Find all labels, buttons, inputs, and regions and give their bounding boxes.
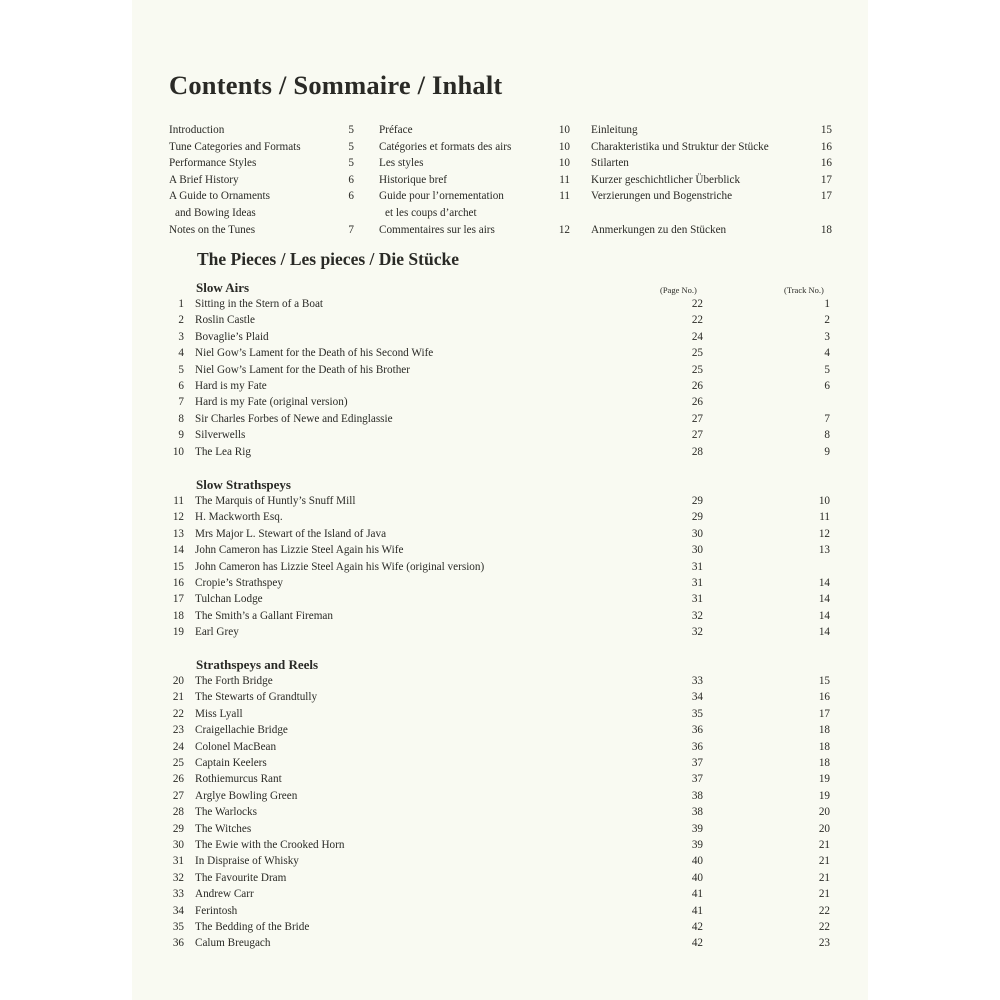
piece-page: 22 xyxy=(691,314,703,327)
piece-number: 22 xyxy=(172,707,184,720)
intro-item-page: 10 xyxy=(558,140,570,153)
piece-page: 42 xyxy=(691,921,703,933)
piece-number: 24 xyxy=(172,740,184,753)
list-item xyxy=(132,493,868,509)
piece-title: The Lea Rig xyxy=(195,445,251,458)
pieces-title: The Pieces / Les pieces / Die Stücke xyxy=(197,249,459,269)
piece-title: The Stewarts of Grandtully xyxy=(195,691,318,704)
piece-page: 38 xyxy=(691,789,703,802)
piece-title: The Favourite Dram xyxy=(195,871,287,884)
piece-title: John Cameron has Lizzie Steel Again his Wife (original version) xyxy=(195,560,485,573)
piece-number: 2 xyxy=(178,314,184,327)
piece-number: 12 xyxy=(172,511,184,524)
intro-item-label: Kurzer geschichtlicher Überblick xyxy=(591,173,741,186)
piece-title: Colonel MacBean xyxy=(195,740,277,753)
piece-number: 18 xyxy=(172,609,184,622)
piece-title: The Warlocks xyxy=(195,806,257,819)
piece-page: 28 xyxy=(691,445,703,458)
intro-item-page: 16 xyxy=(820,140,832,153)
list-item xyxy=(132,591,868,607)
piece-page: 38 xyxy=(691,806,703,819)
piece-title: In Dispraise of Whisky xyxy=(195,855,299,868)
list-item xyxy=(132,509,868,525)
piece-title: Arglye Bowling Green xyxy=(195,789,298,802)
list-item xyxy=(132,411,868,427)
list-item xyxy=(132,362,868,378)
list-item xyxy=(132,706,868,722)
piece-title: The Bedding of the Bride xyxy=(195,921,310,933)
piece-title: The Smith’s a Gallant Fireman xyxy=(195,609,333,622)
piece-title: Earl Grey xyxy=(195,626,239,639)
piece-track: 11 xyxy=(819,511,830,524)
piece-track: 1 xyxy=(824,298,830,310)
section-heading: Slow Strathspeys xyxy=(196,477,291,492)
list-item xyxy=(132,755,868,771)
list-item xyxy=(132,837,868,853)
piece-page: 41 xyxy=(691,888,703,901)
piece-page: 30 xyxy=(691,544,703,557)
piece-page: 40 xyxy=(691,871,703,884)
intro-item-label: A Brief History xyxy=(169,173,239,186)
piece-track: 14 xyxy=(818,577,830,589)
piece-page: 26 xyxy=(691,396,703,409)
piece-title: Silverwells xyxy=(195,429,246,442)
piece-number: 21 xyxy=(172,691,184,704)
page-number-header: (Page No.) xyxy=(660,285,697,295)
intro-item-page: 5 xyxy=(348,157,354,170)
piece-title: Bovaglie’s Plaid xyxy=(195,330,269,343)
intro-item-label: Catégories et formats des airs xyxy=(379,140,512,153)
intro-item-page: 11 xyxy=(559,190,570,203)
piece-page: 24 xyxy=(691,330,703,343)
piece-page: 31 xyxy=(691,577,703,589)
piece-page: 29 xyxy=(691,495,703,507)
piece-track: 6 xyxy=(824,380,830,392)
intro-item-label: Notes on the Tunes xyxy=(169,223,256,236)
intro-item-page: 10 xyxy=(558,157,570,170)
piece-page: 32 xyxy=(691,609,703,622)
piece-number: 29 xyxy=(172,822,184,835)
piece-page: 35 xyxy=(691,707,703,720)
piece-track: 14 xyxy=(818,609,830,622)
piece-title: Niel Gow’s Lament for the Death of his Brother xyxy=(195,363,410,376)
intro-item-page: 10 xyxy=(558,124,570,136)
list-item xyxy=(132,853,868,869)
intro-item-page: 15 xyxy=(820,124,832,136)
intro-item-page: 17 xyxy=(820,190,832,203)
piece-track: 8 xyxy=(824,429,830,442)
piece-number: 5 xyxy=(178,363,184,376)
section-heading: Strathspeys and Reels xyxy=(196,657,319,672)
list-item xyxy=(132,771,868,787)
piece-title: Captain Keelers xyxy=(195,757,267,769)
piece-page: 29 xyxy=(691,511,703,524)
piece-page: 39 xyxy=(691,839,703,851)
track-number-header: (Track No.) xyxy=(784,285,824,295)
intro-item-label: Commentaires sur les airs xyxy=(379,223,495,236)
piece-number: 3 xyxy=(178,330,184,343)
page-title: Contents / Sommaire / Inhalt xyxy=(169,70,503,100)
piece-title: Roslin Castle xyxy=(195,314,255,327)
list-item xyxy=(132,870,868,886)
list-item xyxy=(132,624,868,640)
piece-page: 32 xyxy=(691,626,703,639)
intro-item-page: 5 xyxy=(348,124,354,136)
intro-item-label: Stilarten xyxy=(591,157,629,170)
list-item xyxy=(132,739,868,755)
list-item xyxy=(132,788,868,804)
piece-page: 41 xyxy=(691,904,703,917)
piece-track: 20 xyxy=(818,806,830,819)
piece-number: 13 xyxy=(172,527,184,540)
piece-number: 11 xyxy=(173,495,184,507)
list-item xyxy=(132,378,868,394)
piece-title: The Ewie with the Crooked Horn xyxy=(195,839,345,851)
piece-page: 33 xyxy=(691,675,703,687)
piece-track: 14 xyxy=(818,626,830,639)
list-item xyxy=(132,935,868,951)
piece-page: 40 xyxy=(691,855,703,868)
piece-title: John Cameron has Lizzie Steel Again his Wife xyxy=(195,544,404,557)
list-item xyxy=(132,722,868,738)
piece-number: 25 xyxy=(172,757,184,769)
piece-page: 39 xyxy=(691,822,703,835)
intro-item-page: 16 xyxy=(820,157,832,170)
piece-track: 7 xyxy=(824,412,830,425)
piece-number: 6 xyxy=(178,380,184,392)
piece-track: 21 xyxy=(818,839,830,851)
intro-item-label: Introduction xyxy=(169,124,225,136)
piece-number: 17 xyxy=(172,593,184,606)
piece-track: 12 xyxy=(818,527,830,540)
intro-item-page: 12 xyxy=(558,223,570,236)
piece-page: 31 xyxy=(691,593,703,606)
piece-track: 13 xyxy=(818,544,830,557)
piece-number: 16 xyxy=(172,577,184,589)
piece-page: 30 xyxy=(691,527,703,540)
piece-track: 2 xyxy=(824,314,830,327)
piece-track: 20 xyxy=(818,822,830,835)
intro-item-label: Einleitung xyxy=(591,124,638,136)
piece-track: 10 xyxy=(818,495,830,507)
piece-number: 20 xyxy=(172,675,184,687)
piece-number: 19 xyxy=(172,626,184,639)
piece-title: Sir Charles Forbes of Newe and Edinglassie xyxy=(195,412,393,425)
piece-title: Cropie’s Strathspey xyxy=(195,577,283,589)
list-item xyxy=(132,345,868,361)
list-item xyxy=(132,689,868,705)
piece-page: 34 xyxy=(691,691,703,704)
piece-number: 33 xyxy=(172,888,184,901)
intro-item-label: et les coups d’archet xyxy=(385,207,477,219)
piece-page: 42 xyxy=(691,937,703,950)
piece-track: 18 xyxy=(818,740,830,753)
piece-track: 18 xyxy=(818,724,830,737)
piece-track: 22 xyxy=(818,921,830,933)
piece-number: 36 xyxy=(172,937,184,950)
piece-page: 36 xyxy=(691,724,703,737)
piece-number: 4 xyxy=(178,347,184,360)
piece-page: 36 xyxy=(691,740,703,753)
intro-item-page: 7 xyxy=(348,223,354,236)
list-item xyxy=(132,919,868,935)
piece-number: 15 xyxy=(172,560,184,573)
piece-track: 15 xyxy=(818,675,830,687)
intro-item-page: 17 xyxy=(820,173,832,186)
piece-title: Craigellachie Bridge xyxy=(195,724,288,737)
piece-page: 25 xyxy=(691,363,703,376)
piece-page: 37 xyxy=(691,773,703,786)
list-item xyxy=(132,526,868,542)
list-item xyxy=(132,394,868,410)
piece-title: The Marquis of Huntly’s Snuff Mill xyxy=(195,495,356,507)
list-item xyxy=(132,296,868,312)
list-item xyxy=(132,542,868,558)
piece-page: 27 xyxy=(691,429,703,442)
intro-item-label: Performance Styles xyxy=(169,157,257,170)
piece-number: 1 xyxy=(178,298,184,310)
list-item xyxy=(132,312,868,328)
list-item xyxy=(132,886,868,902)
piece-title: Miss Lyall xyxy=(195,707,243,720)
list-item xyxy=(132,329,868,345)
section-heading: Slow Airs xyxy=(196,280,250,295)
piece-number: 28 xyxy=(172,806,184,819)
piece-page: 27 xyxy=(691,412,703,425)
piece-number: 31 xyxy=(172,855,184,868)
piece-track: 5 xyxy=(824,363,830,376)
piece-title: H. Mackworth Esq. xyxy=(195,511,283,524)
piece-number: 34 xyxy=(172,904,184,917)
list-item xyxy=(132,673,868,689)
piece-track: 18 xyxy=(818,757,830,769)
list-item xyxy=(132,804,868,820)
intro-item-label: and Bowing Ideas xyxy=(175,207,256,219)
piece-number: 35 xyxy=(172,921,184,933)
intro-item-page: 6 xyxy=(348,190,354,203)
piece-title: Hard is my Fate xyxy=(195,380,267,392)
list-item xyxy=(132,575,868,591)
piece-track: 17 xyxy=(818,707,830,720)
intro-item-label: Anmerkungen zu den Stücken xyxy=(591,223,727,236)
list-item xyxy=(132,821,868,837)
piece-track: 4 xyxy=(824,347,830,360)
piece-number: 26 xyxy=(172,773,184,786)
piece-title: Calum Breugach xyxy=(195,937,271,950)
piece-title: Ferintosh xyxy=(195,904,238,917)
piece-number: 10 xyxy=(172,445,184,458)
list-item xyxy=(132,427,868,443)
piece-page: 22 xyxy=(691,298,703,310)
list-item xyxy=(132,608,868,624)
intro-item-label: Les styles xyxy=(379,157,424,170)
piece-track: 22 xyxy=(818,904,830,917)
piece-track: 21 xyxy=(818,871,830,884)
intro-item-page: 11 xyxy=(559,173,570,186)
list-item xyxy=(132,903,868,919)
piece-title: Andrew Carr xyxy=(195,888,254,901)
piece-title: Hard is my Fate (original version) xyxy=(195,396,348,409)
piece-track: 3 xyxy=(824,330,830,343)
piece-title: Tulchan Lodge xyxy=(195,593,263,606)
intro-item-label: Charakteristika und Struktur der Stücke xyxy=(591,140,769,153)
piece-track: 9 xyxy=(824,445,830,458)
piece-number: 23 xyxy=(172,724,184,737)
piece-title: Niel Gow’s Lament for the Death of his Second Wife xyxy=(195,347,434,360)
contents-page xyxy=(132,0,868,1000)
piece-track: 19 xyxy=(818,773,830,786)
piece-number: 8 xyxy=(178,412,184,425)
intro-item-page: 6 xyxy=(348,173,354,186)
piece-page: 31 xyxy=(691,560,703,573)
intro-item-label: A Guide to Ornaments xyxy=(169,190,270,203)
piece-page: 25 xyxy=(691,347,703,360)
piece-number: 27 xyxy=(172,789,184,802)
piece-number: 14 xyxy=(172,544,184,557)
list-item xyxy=(132,444,868,460)
piece-track: 23 xyxy=(818,937,830,950)
piece-track: 16 xyxy=(818,691,830,704)
intro-item-label: Verzierungen und Bogenstriche xyxy=(591,190,733,203)
piece-track: 14 xyxy=(818,593,830,606)
intro-item-page: 5 xyxy=(348,140,354,153)
piece-track: 19 xyxy=(818,789,830,802)
piece-title: The Forth Bridge xyxy=(195,675,273,687)
piece-title: Mrs Major L. Stewart of the Island of Java xyxy=(195,527,387,540)
piece-page: 37 xyxy=(691,757,703,769)
piece-track: 21 xyxy=(818,855,830,868)
intro-item-label: Guide pour l’ornementation xyxy=(379,190,504,203)
list-item xyxy=(132,559,868,575)
piece-number: 32 xyxy=(172,871,184,884)
piece-track: 21 xyxy=(818,888,830,901)
intro-item-label: Tune Categories and Formats xyxy=(169,140,301,153)
piece-title: Rothiemurcus Rant xyxy=(195,773,282,786)
piece-number: 9 xyxy=(178,429,184,442)
intro-item-label: Historique bref xyxy=(379,173,448,186)
piece-title: The Witches xyxy=(195,822,252,835)
intro-item-page: 18 xyxy=(820,223,832,236)
piece-title: Sitting in the Stern of a Boat xyxy=(195,298,324,310)
piece-page: 26 xyxy=(691,380,703,392)
piece-number: 7 xyxy=(178,396,184,409)
piece-number: 30 xyxy=(172,839,184,851)
intro-item-label: Préface xyxy=(379,124,413,136)
